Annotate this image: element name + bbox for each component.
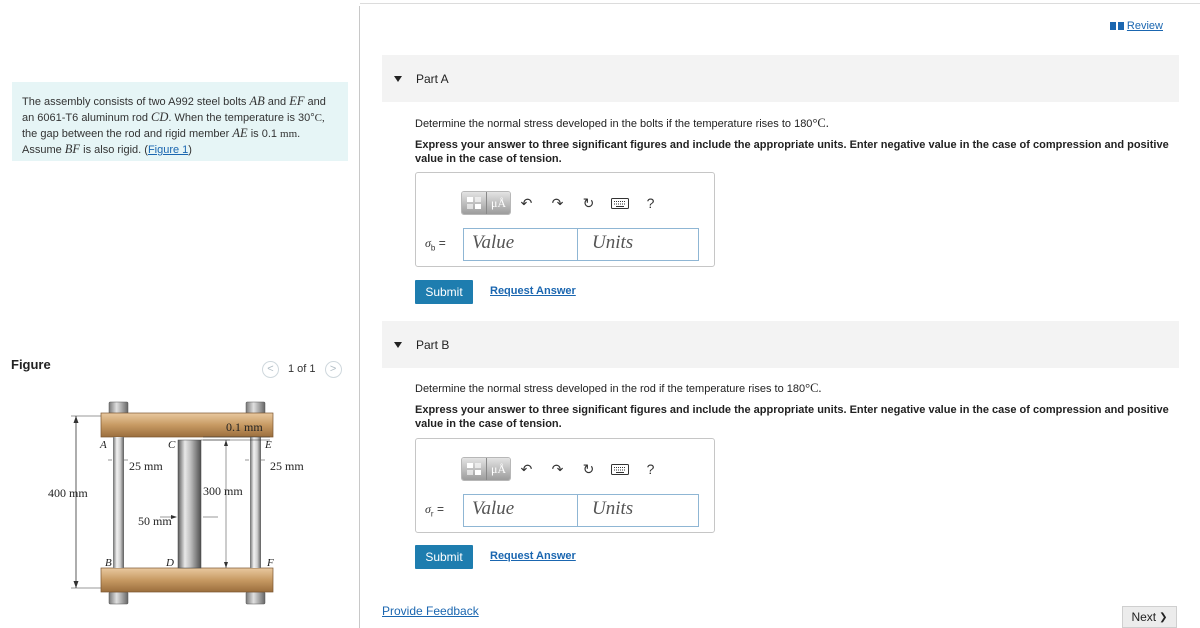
problem-text: The assembly consists of two A992 steel bolts bbox=[22, 96, 250, 108]
part-b-submit-button[interactable]: Submit bbox=[415, 545, 473, 569]
question-text: Determine the normal stress developed in the bolts if the temperature rises to 180 bbox=[415, 118, 813, 130]
review-label: Review bbox=[1126, 20, 1163, 32]
redo-icon: ↷ bbox=[551, 460, 564, 477]
part-b-answer-box bbox=[415, 438, 715, 533]
templates-button[interactable] bbox=[462, 192, 486, 214]
point-a-label: A bbox=[100, 439, 107, 451]
height-label: 400 mm bbox=[48, 486, 88, 500]
part-b-title: Part B bbox=[416, 337, 450, 352]
sigma-symbol: σ bbox=[425, 502, 431, 516]
problem-unit: mm bbox=[280, 128, 298, 140]
math-ab: AB bbox=[249, 94, 265, 108]
math-bf: BF bbox=[64, 142, 81, 156]
nut bbox=[246, 402, 265, 414]
nut bbox=[246, 592, 265, 604]
help-button[interactable] bbox=[635, 191, 666, 215]
question-text: Determine the normal stress developed in the rod if the temperature rises to 180 bbox=[415, 383, 806, 395]
point-d-label: D bbox=[166, 557, 174, 569]
rod-length-label: 300 mm bbox=[203, 484, 243, 498]
sigma-symbol: σ bbox=[425, 236, 431, 250]
undo-icon: ↶ bbox=[520, 194, 533, 211]
figure-pager bbox=[262, 360, 342, 378]
question-unit: °C. bbox=[805, 381, 822, 395]
caret-down-icon bbox=[394, 342, 402, 348]
undo-button[interactable] bbox=[511, 457, 542, 481]
problem-text: and bbox=[264, 96, 290, 108]
problem-text: is 0.1 bbox=[247, 128, 281, 140]
undo-button[interactable] bbox=[511, 191, 542, 215]
chevron-right-icon: ❯ bbox=[1159, 611, 1168, 623]
math-cd: CD bbox=[151, 110, 169, 124]
assembly-figure bbox=[40, 395, 340, 615]
sigma-subscript: b bbox=[430, 243, 436, 253]
problem-text: is also rigid. ( bbox=[80, 144, 148, 156]
part-b-instruction: Express your answer to three significant figures and include the appropriate units. Enter negative value in the case of compression and positive value in the case of tension. bbox=[415, 404, 1169, 430]
point-b-label: B bbox=[105, 557, 112, 569]
part-a-units-input[interactable]: Units bbox=[577, 228, 699, 261]
equals-sign: = bbox=[438, 236, 446, 250]
help-icon: ? bbox=[646, 195, 655, 211]
figure-link[interactable]: Figure 1 bbox=[147, 144, 189, 156]
math-ef: EF bbox=[289, 94, 305, 108]
template-group bbox=[461, 457, 511, 481]
caret-down-icon bbox=[394, 76, 402, 82]
part-a-title: Part A bbox=[416, 71, 449, 86]
rigid-member-bf bbox=[101, 568, 273, 592]
sigma-subscript: r bbox=[430, 509, 434, 519]
help-button[interactable] bbox=[635, 457, 666, 481]
mu-angstrom-icon: μÅ bbox=[490, 461, 507, 476]
part-a-instruction: Express your answer to three significant figures and include the appropriate units. Enter negative value in the case of compression and positive value in the case of tension. bbox=[415, 139, 1169, 165]
sigma-r-label bbox=[425, 502, 444, 518]
templates-icon bbox=[466, 462, 482, 476]
math-toolbar bbox=[456, 188, 700, 218]
math-toolbar bbox=[456, 454, 700, 484]
templates-icon bbox=[466, 196, 482, 210]
keyboard-button[interactable] bbox=[604, 457, 635, 481]
problem-text: the gap between the rod and rigid member bbox=[22, 128, 233, 140]
keyboard-button[interactable] bbox=[604, 191, 635, 215]
problem-text: . bbox=[297, 128, 301, 140]
units-button[interactable] bbox=[486, 458, 510, 480]
templates-button[interactable] bbox=[462, 458, 486, 480]
part-a-submit-button[interactable]: Submit bbox=[415, 280, 473, 304]
problem-text: and bbox=[304, 96, 326, 108]
provide-feedback-link[interactable]: Provide Feedback bbox=[382, 604, 479, 618]
gap-label: 0.1 mm bbox=[226, 420, 263, 434]
point-e-label: E bbox=[265, 439, 272, 451]
part-a-header[interactable] bbox=[382, 55, 1179, 102]
problem-text: an 6061-T6 aluminum rod bbox=[22, 112, 152, 124]
problem-text: C, bbox=[314, 112, 325, 124]
part-a-value-input[interactable]: Value bbox=[463, 228, 585, 261]
problem-text: Assume bbox=[22, 144, 65, 156]
next-figure-button[interactable]: > bbox=[325, 361, 342, 378]
rod-diameter-label: 50 mm bbox=[138, 514, 172, 528]
part-a-request-answer-link[interactable]: Request Answer bbox=[490, 285, 576, 297]
part-b-value-input[interactable]: Value bbox=[463, 494, 585, 527]
next-label: Next bbox=[1131, 610, 1157, 624]
units-button[interactable] bbox=[486, 192, 510, 214]
review-link[interactable] bbox=[1110, 20, 1163, 32]
keyboard-icon bbox=[611, 464, 629, 475]
reset-button[interactable] bbox=[573, 457, 604, 481]
point-f-label: F bbox=[267, 557, 274, 569]
mu-angstrom-icon: μÅ bbox=[490, 195, 507, 210]
next-button[interactable] bbox=[1122, 606, 1177, 628]
redo-button[interactable] bbox=[542, 457, 573, 481]
redo-button[interactable] bbox=[542, 191, 573, 215]
top-rule bbox=[360, 3, 1200, 4]
part-b-request-answer-link[interactable]: Request Answer bbox=[490, 550, 576, 562]
undo-icon: ↶ bbox=[520, 460, 533, 477]
panel-divider bbox=[359, 6, 360, 628]
problem-statement bbox=[12, 82, 348, 161]
reset-icon: ↻ bbox=[582, 460, 595, 477]
problem-text: . When the temperature is 30 bbox=[168, 112, 311, 124]
keyboard-icon bbox=[611, 198, 629, 209]
math-ae: AE bbox=[232, 126, 248, 140]
nut bbox=[109, 402, 128, 414]
part-a-question bbox=[415, 116, 829, 131]
part-b-question bbox=[415, 381, 822, 396]
question-unit: °C. bbox=[812, 116, 829, 130]
reset-button[interactable] bbox=[573, 191, 604, 215]
reset-icon: ↻ bbox=[582, 194, 595, 211]
pager-count: 1 of 1 bbox=[288, 363, 316, 375]
redo-icon: ↷ bbox=[551, 194, 564, 211]
problem-text: ) bbox=[188, 144, 192, 156]
help-icon: ? bbox=[646, 461, 655, 477]
part-a-answer-box bbox=[415, 172, 715, 267]
equals-sign: = bbox=[436, 502, 444, 516]
bolt-ab-diameter-label: 25 mm bbox=[129, 459, 163, 473]
book-icon bbox=[1110, 22, 1124, 30]
part-b-header[interactable] bbox=[382, 321, 1179, 368]
prev-figure-button[interactable]: < bbox=[262, 361, 279, 378]
rod-cd bbox=[178, 440, 201, 568]
nut bbox=[109, 592, 128, 604]
sigma-b-label bbox=[425, 236, 446, 252]
template-group bbox=[461, 191, 511, 215]
part-b-units-input[interactable]: Units bbox=[577, 494, 699, 527]
figure-heading: Figure bbox=[11, 357, 51, 372]
degree-symbol: ° bbox=[310, 112, 315, 124]
point-c-label: C bbox=[168, 439, 176, 451]
bolt-ef-diameter-label: 25 mm bbox=[270, 459, 304, 473]
